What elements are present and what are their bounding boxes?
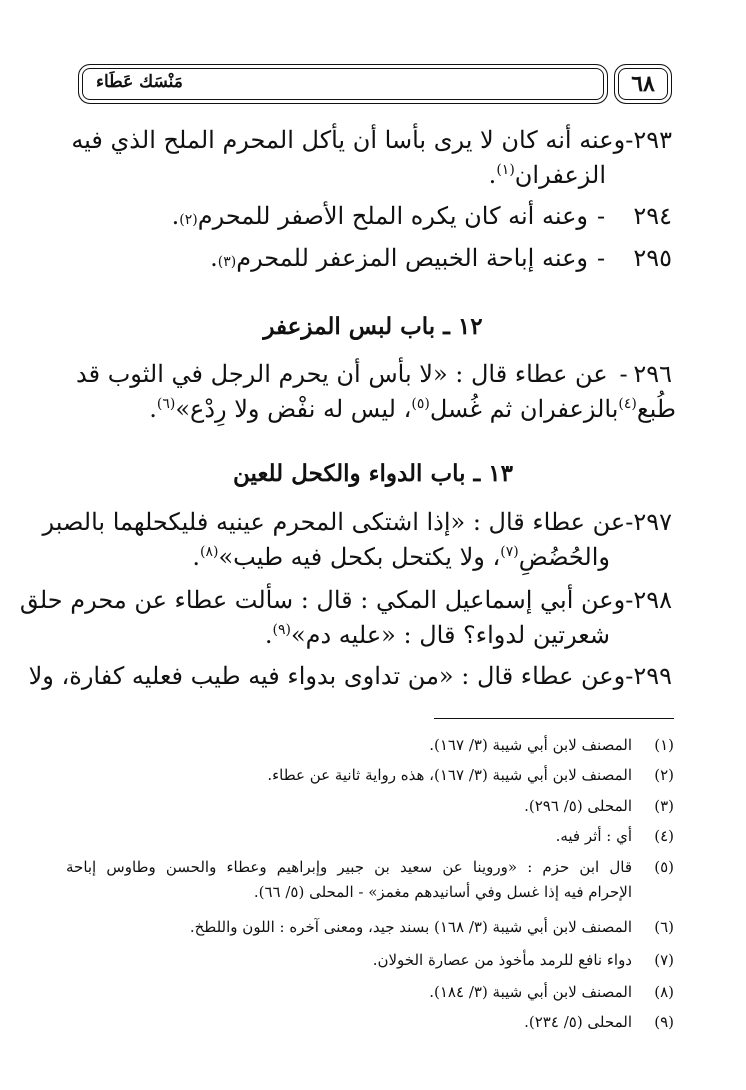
entry-dash: - (625, 508, 634, 536)
footnote-number: (٧) (654, 951, 674, 969)
footnote-ref: (١) (496, 162, 515, 178)
footnote-number: (٤) (654, 827, 674, 845)
entry-end: . (488, 161, 497, 189)
footnote-number: (١) (654, 736, 674, 754)
entry-end: . (192, 543, 200, 571)
entry-text: عن عطاء قال : «إذا اشتكى المحرم عينيه فليكحلهما بالصبر (42, 508, 626, 536)
entry-text: وعن أبي إسماعيل المكي : قال : سألت عطاء عن محرم حلق (19, 586, 626, 614)
footnote-2 (66, 765, 674, 785)
footnote-text: المصنف لابن أبي شيبة (٣/ ١٦٧)، هذه رواية ثانية عن عطاء. (267, 766, 632, 784)
footnote-text: المحلى (٥/ ٢٣٤). (524, 1013, 632, 1031)
entry-text: الزعفران (514, 161, 606, 189)
footnote-text: دواء نافع للرمد مأخوذ من عصارة الخولان. (372, 951, 632, 969)
entry-number: ٢٩٩ (633, 662, 672, 690)
entry-number: ٢٩٨ (633, 586, 672, 614)
entry-dash: - (596, 244, 606, 272)
entry-298-line-2 (265, 620, 610, 650)
footnote-number: (٩) (654, 1013, 674, 1031)
entry-dash: - (625, 662, 634, 690)
entry-293-line-1 (71, 125, 672, 155)
footnote-number: (٨) (654, 983, 674, 1001)
footnote-ref: (٥) (411, 396, 430, 412)
entry-text: عن عطاء قال : «لا بأس أن يحرم الرجل في الثوب قد (76, 360, 608, 388)
chapter-heading-12: ١٢ ـ باب لبس المزعفر (263, 313, 483, 340)
footnote-text: قال ابن حزم : «وروينا عن سعيد بن جبير وإبراهيم وعطاء والحسن وطاوس إباحة (66, 858, 632, 876)
footnote-number: (٥) (654, 858, 674, 876)
entry-number: ٢٩٧ (633, 508, 672, 536)
entry-293-line-2 (489, 160, 606, 190)
entry-299-line-1 (28, 661, 672, 691)
footnote-text: المصنف لابن أبي شيبة (٣/ ١٦٧). (429, 736, 632, 754)
entry-end: . (149, 395, 157, 423)
entry-dash: - (619, 360, 628, 388)
footnote-number: (٢) (654, 766, 674, 784)
footnote-text: أي : أثر فيه. (555, 827, 632, 845)
footnote-text: المحلى (٥/ ٢٩٦). (524, 797, 632, 815)
entry-294: ٢٩٤ - وعنه أنه كان يكره الملح الأصفر للمحرم (٢) . (171, 202, 672, 230)
footnote-5 (66, 857, 674, 877)
footnote-4 (66, 826, 674, 846)
entry-dash: - (625, 586, 634, 614)
entry-text: وعنه إباحة الخبيص المزعفر للمحرم (236, 244, 588, 272)
footnote-text: المصنف لابن أبي شيبة (٣/ ١٨٤). (429, 983, 632, 1001)
entry-298-line-1 (19, 585, 672, 615)
entry-text: وعن عطاء قال : «من تداوى بدواء فيه طيب فعليه كفارة، ولا (28, 662, 626, 690)
footnote-8 (66, 982, 674, 1002)
entry-end: . (210, 244, 218, 272)
entry-297-line-2 (192, 542, 610, 572)
footnote-6 (66, 917, 674, 937)
entry-text: وعنه أنه كان يكره الملح الأصفر للمحرم (197, 202, 588, 230)
entry-text: ، ولا يكتحل بكحل فيه طيب» (218, 543, 501, 571)
entry-296-line-1 (76, 359, 672, 389)
entry-number: ٢٩٥ (633, 244, 672, 272)
entry-text: طُبع (636, 395, 676, 423)
entry-number: ٢٩٣ (633, 126, 672, 154)
entry-text: والحُضُضِ (518, 543, 610, 571)
footnote-ref: (٦) (156, 396, 176, 412)
footnote-ref: (٨) (199, 544, 219, 560)
entry-text: ، ليس له نفْض ولا رِدْع» (175, 395, 412, 423)
entry-text: وعنه أنه كان لا يرى بأسا أن يأكل المحرم الملح الذي فيه (71, 126, 626, 154)
entry-end: . (264, 621, 273, 649)
entry-dash: - (596, 202, 606, 230)
entry-number: ٢٩٤ (633, 202, 672, 230)
footnote-number: (٦) (654, 918, 674, 936)
entry-text: بالزعفران ثم غُسل (429, 395, 619, 423)
entry-295: ٢٩٥ - وعنه إباحة الخبيص المزعفر للمحرم (٣) . (210, 244, 672, 272)
footnote-ref: (٧) (500, 544, 519, 560)
entry-dash: - (625, 126, 634, 154)
page-number: ٦٨ (614, 64, 672, 104)
entry-number: ٢٩٦ (633, 360, 672, 388)
entry-296-line-2 (149, 394, 676, 424)
running-header-title: مَنْسَك عَطَاء (96, 72, 183, 92)
footnote-number: (٣) (654, 797, 674, 815)
footnote-5-continuation: الإحرام فيه إذا غسل وفي أسانيدهم مغمز» - المحلى (٥/ ٦٦). (253, 883, 632, 901)
footnote-ref: (٩) (272, 622, 291, 638)
footnote-text: المصنف لابن أبي شيبة (٣/ ١٦٨) بسند جيد، ومعنى آخره : اللون واللطخ. (189, 918, 632, 936)
footnote-9 (66, 1012, 674, 1032)
entry-297-line-1 (42, 507, 672, 537)
entry-end: . (171, 202, 180, 230)
footnote-separator (434, 718, 674, 719)
footnote-1 (66, 735, 674, 755)
entry-text: شعرتين لدواء؟ قال : «عليه دم» (290, 621, 610, 649)
footnote-ref: (٤) (618, 396, 637, 412)
footnote-3 (66, 796, 674, 816)
chapter-heading-13: ١٣ ـ باب الدواء والكحل للعين (233, 460, 513, 487)
footnote-7 (66, 950, 674, 970)
